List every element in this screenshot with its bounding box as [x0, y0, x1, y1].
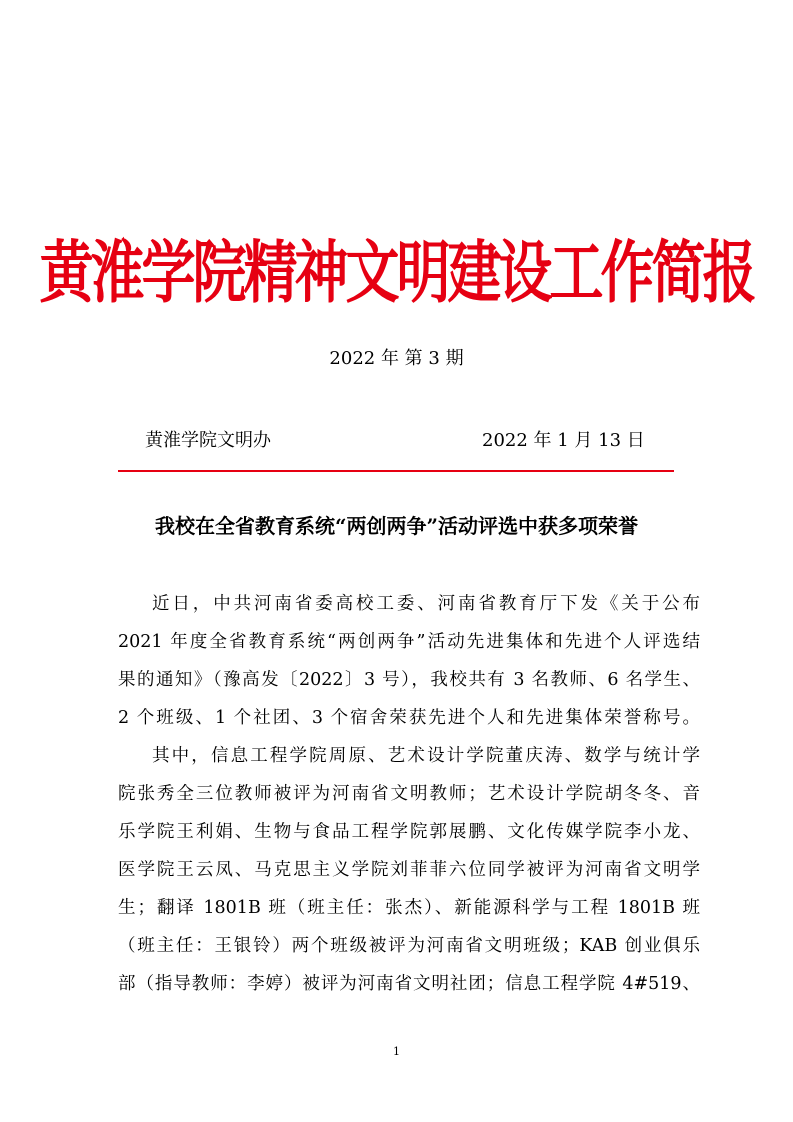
paragraph-line: 医学院王云凤、马克思主义学院刘菲菲六位同学被评为河南省文明学 [118, 860, 700, 880]
paragraph-line: 院张秀全三位教师被评为河南省文明教师；艺术设计学院胡冬冬、音 [118, 784, 700, 804]
issue-date: 2022 年 1 月 13 日 [482, 430, 645, 451]
paragraph-line: 生；翻译 1801B 班（班主任：张杰）、新能源科学与工程 1801B 班 [118, 898, 700, 918]
newsletter-masthead: 黄淮学院精神文明建设工作简报 [39, 232, 754, 312]
paragraph-line: 2 个班级、1 个社团、3 个宿舍荣获先进个人和先进集体荣誉称号。 [118, 708, 700, 728]
paragraph-line: 部（指导教师：李婷）被评为河南省文明社团；信息工程学院 4#519、 [118, 974, 700, 994]
paragraph-line: 果的通知》（豫高发〔2022〕3 号），我校共有 3 名教师、6 名学生、 [118, 670, 700, 690]
article-body [118, 585, 700, 1003]
issuer-name: 黄淮学院文明办 [145, 430, 271, 451]
issuer-row [0, 428, 793, 454]
paragraph-line: 2021 年度全省教育系统“两创两争”活动先进集体和先进个人评选结 [118, 632, 700, 652]
red-divider [118, 470, 674, 472]
issue-number: 2022 年 第 3 期 [329, 348, 464, 369]
paragraph-line: （班主任：王银铃）两个班级被评为河南省文明班级；KAB 创业俱乐 [118, 936, 700, 956]
paragraph-line: 近日，中共河南省委高校工委、河南省教育厅下发《关于公布 [152, 594, 700, 614]
article-headline: 我校在全省教育系统“两创两争”活动评选中获多项荣誉 [154, 514, 638, 538]
page-number: 1 [393, 1045, 400, 1058]
paragraph-line: 其中，信息工程学院周原、艺术设计学院董庆涛、数学与统计学 [152, 746, 700, 766]
paragraph-line: 乐学院王利娟、生物与食品工程学院郭展鹏、文化传媒学院李小龙、 [118, 822, 700, 842]
